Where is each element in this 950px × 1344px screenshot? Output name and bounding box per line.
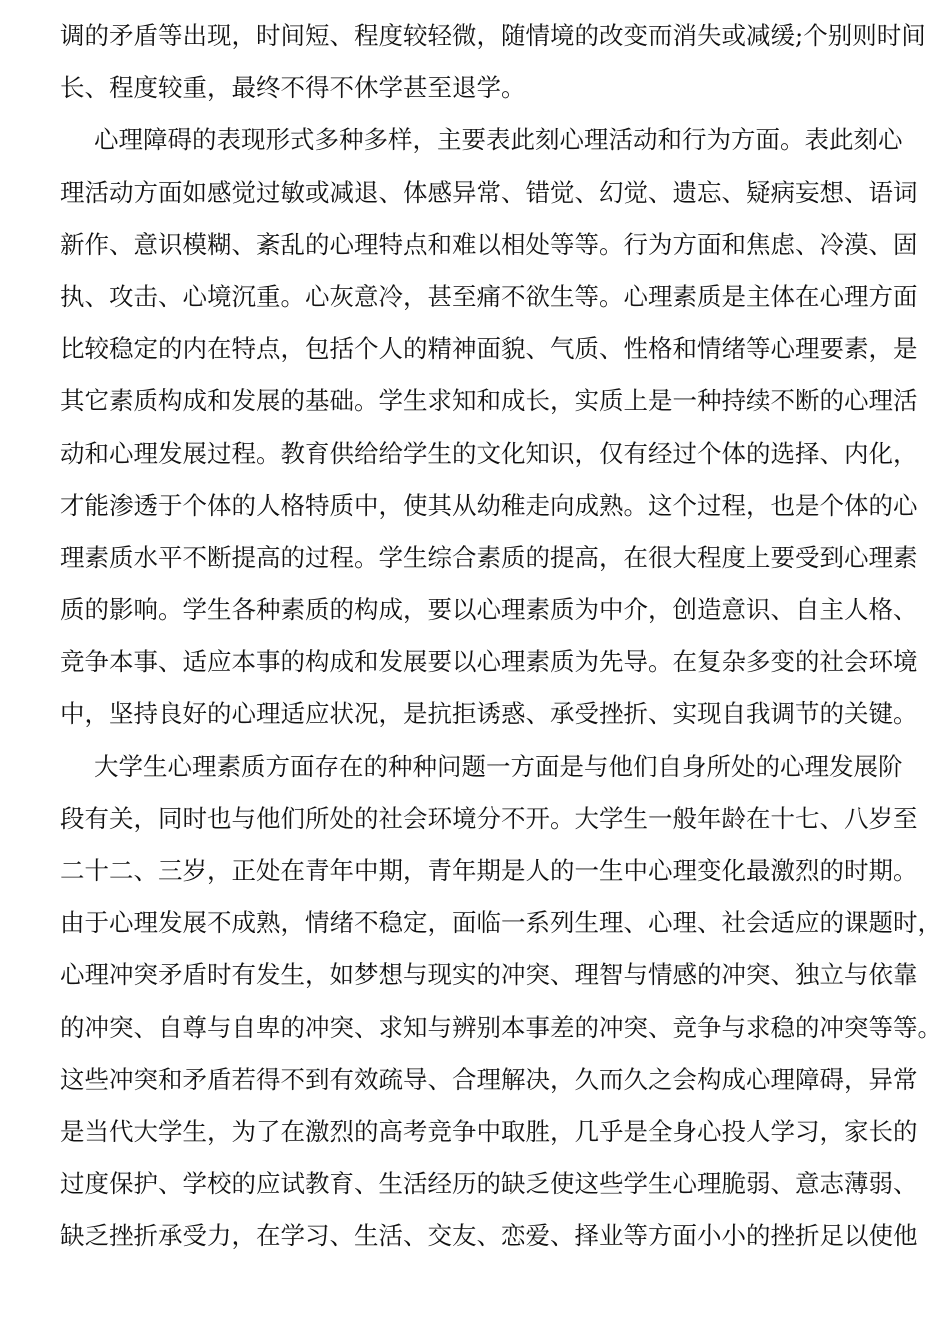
- text-line: 缺乏挫折承受力，在学习、生活、交友、恋爱、择业等方面小小的挫折足以使他: [60, 1221, 918, 1251]
- text-line: 调的矛盾等出现，时间短、程度较轻微，随情境的改变而消失或减缓;个别则时间: [60, 21, 926, 50]
- text-line: 比较稳定的内在特点，包括个人的精神面貌、气质、性格和情绪等心理要素，是: [60, 334, 918, 364]
- paragraph-2: [60, 114, 918, 740]
- text-line: 动和心理发展过程。教育供给给学生的文化知识，仅有经过个体的选择、内化，: [60, 438, 918, 468]
- text-line: 心理冲突矛盾时有发生，如梦想与现实的冲突、理智与情感的冲突、独立与依靠: [60, 960, 918, 990]
- text-line: 由于心理发展不成熟，情绪不稳定，面临一系列生理、心理、社会适应的课题时，: [60, 908, 942, 938]
- text-line: 的冲突、自尊与自卑的冲突、求知与辨别本事差的冲突、竞争与求稳的冲突等等。: [60, 1012, 942, 1042]
- text-line: 理活动方面如感觉过敏或减退、体感异常、错觉、幻觉、遗忘、疑病妄想、语词: [60, 177, 918, 207]
- text-line: 大学生心理素质方面存在的种种问题一方面是与他们自身所处的心理发展阶: [94, 751, 903, 781]
- paragraph-1: [60, 10, 926, 114]
- text-line: 才能渗透于个体的人格特质中，使其从幼稚走向成熟。这个过程，也是个体的心: [60, 490, 918, 520]
- text-line: 长、程度较重，最终不得不休学甚至退学。: [60, 73, 526, 103]
- text-line: 二十二、三岁，正处在青年中期，青年期是人的一生中心理变化最激烈的时期。: [60, 856, 918, 885]
- text-line: 这些冲突和矛盾若得不到有效疏导、合理解决，久而久之会构成心理障碍，异常: [60, 1064, 918, 1094]
- text-line: 新作、意识模糊、紊乱的心理特点和难以相处等等。行为方面和焦虑、冷漠、固: [60, 229, 918, 259]
- text-line: 过度保护、学校的应试教育、生活经历的缺乏使这些学生心理脆弱、意志薄弱、: [60, 1169, 918, 1199]
- text-line: 是当代大学生，为了在激烈的高考竞争中取胜，几乎是全身心投人学习，家长的: [60, 1116, 918, 1146]
- text-line: 中，坚持良好的心理适应状况，是抗拒诱惑、承受挫折、实现自我调节的关键。: [60, 699, 918, 729]
- body-text: [60, 10, 942, 1263]
- text-line: 理素质水平不断提高的过程。学生综合素质的提高，在很大程度上要受到心理素: [60, 542, 918, 572]
- paragraph-3: [60, 741, 942, 1263]
- text-line: 质的影响。学生各种素质的构成，要以心理素质为中介，创造意识、自主人格、: [60, 595, 918, 625]
- text-line: 执、攻击、心境沉重。心灰意冷，甚至痛不欲生等。心理素质是主体在心理方面: [60, 281, 918, 311]
- text-line: 竞争本事、适应本事的构成和发展要以心理素质为先导。在复杂多变的社会环境: [60, 647, 918, 677]
- text-line: 心理障碍的表现形式多种多样，主要表此刻心理活动和行为方面。表此刻心: [94, 125, 903, 155]
- text-line: 其它素质构成和发展的基础。学生求知和成长，实质上是一种持续不断的心理活: [60, 386, 918, 416]
- text-line: 段有关，同时也与他们所处的社会环境分不开。大学生一般年龄在十七、八岁至: [60, 803, 918, 833]
